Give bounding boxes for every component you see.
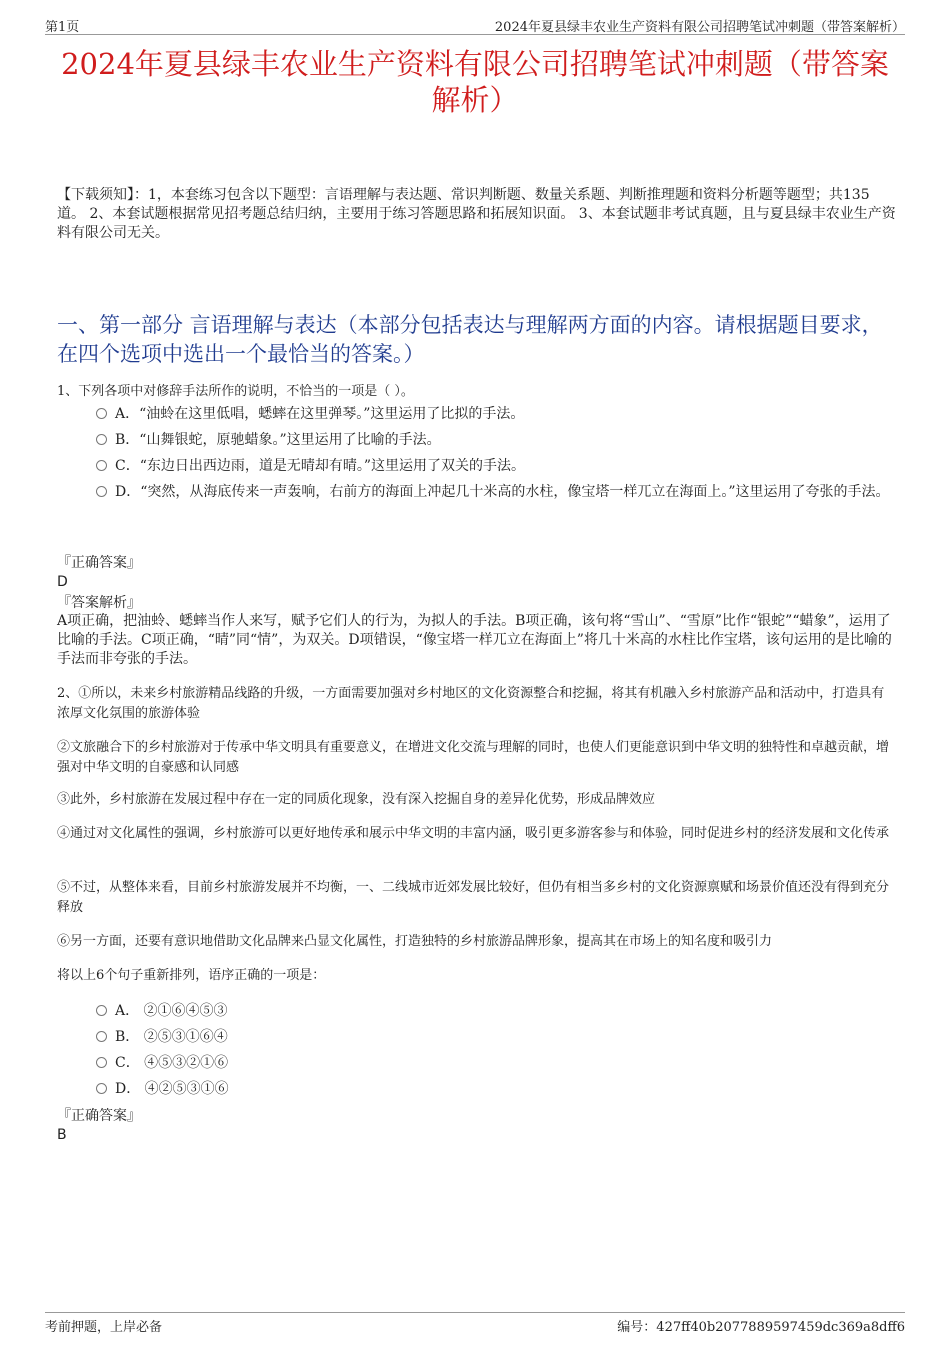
q1-analysis-label: 『答案解析』 (57, 595, 141, 611)
q2-sentence-4: ④通过对文化属性的强调，乡村旅游可以更好地传承和展示中华文明的丰富内涵，吸引更多游客参与和体验，同时促进乡村的经济发展和文化传承 (57, 826, 890, 841)
q2-sentence-6: ⑥另一方面，还要有意识地借助文化品牌来凸显文化属性，打造独特的乡村旅游品牌形象，提高其在市场上的知名度和吸引力 (57, 934, 773, 949)
page-number: 第1页 (45, 20, 80, 35)
radio-icon[interactable] (96, 1083, 107, 1094)
q1-option-a[interactable]: A．“油蛉在这里低唱，蟋蟀在这里弹琴。”这里运用了比拟的手法。 (96, 403, 901, 425)
q2-option-c[interactable]: C． ④⑤③②①⑥ (96, 1052, 901, 1074)
radio-icon[interactable] (96, 1057, 107, 1068)
radio-icon[interactable] (96, 1031, 107, 1042)
q1-option-d[interactable]: D．“突然，从海底传来一声轰响，右前方的海面上冲起几十米高的水柱，像宝塔一样兀立在海面上。”这里运用了夸张的手法。 (96, 481, 901, 503)
q1-answer: D (57, 574, 68, 590)
radio-icon[interactable] (96, 408, 107, 419)
q1-option-b[interactable]: B．“山舞银蛇，原驰蜡象。”这里运用了比喻的手法。 (96, 429, 901, 451)
radio-icon[interactable] (96, 434, 107, 445)
q2-stem: 将以上6个句子重新排列，语序正确的一项是： (57, 968, 326, 983)
q2-answer-label: 『正确答案』 (57, 1108, 141, 1124)
q2-sentence-2: ②文旅融合下的乡村旅游对于传承中华文明具有重要意义，在增进文化交流与理解的同时，也使人们更能意识到中华文明的独特性和卓越贡献，增强对中华文明的自豪感和认同感 (57, 740, 890, 775)
download-notice: 【下载须知】：1，本套练习包含以下题型：言语理解与表达题、常识判断题、数量关系题、判断推理题和资料分析题等题型；共135道。 2、本套试题根据常见招考题总结归纳，主要用于练习答题思路和拓展知识面。 3、本套试题非考试真题，且与夏县绿丰农业生产资料有限公司无关。 (57, 187, 896, 241)
footer-slogan: 考前押题，上岸必备 (45, 1320, 163, 1335)
q2-option-d[interactable]: D． ④②⑤③①⑥ (96, 1078, 901, 1100)
q1-stem: 1、下列各项中对修辞手法所作的说明，不恰当的一项是（ ）。 (57, 384, 414, 399)
q2-answer: B (57, 1127, 67, 1143)
q2-sentence-5: ⑤不过，从整体来看，目前乡村旅游发展并不均衡，一、二线城市近郊发展比较好，但仍有相当多乡村的文化资源禀赋和场景价值还没有得到充分释放 (57, 880, 890, 915)
q1-option-c[interactable]: C．“东边日出西边雨，道是无晴却有晴。”这里运用了双关的手法。 (96, 455, 901, 477)
radio-icon[interactable] (96, 486, 107, 497)
q2-sentence-1: 2、①所以，未来乡村旅游精品线路的升级，一方面需要加强对乡村地区的文化资源整合和挖掘，将其有机融入乡村旅游产品和活动中，打造具有浓厚文化氛围的旅游体验 (57, 686, 885, 721)
q2-option-b[interactable]: B． ②⑤③①⑥④ (96, 1026, 901, 1048)
q1-analysis: A项正确，把油蛉、蟋蟀当作人来写，赋予它们人的行为，为拟人的手法。B项正确，该句将“雪山”、“雪原”比作“银蛇”“蜡象”，运用了比喻的手法。C项正确，“晴”同“情”，为双关。D项错误，“像宝塔一样兀立在海面上”将几十米高的水柱比作宝塔，该句运用的是比喻的手法而非夸张的手法。 (57, 613, 892, 667)
q2-option-a[interactable]: A． ②①⑥④⑤③ (96, 1000, 901, 1022)
footer-serial: 编号：427ff40b2077889597459dc369a8dff6 (617, 1320, 905, 1335)
radio-icon[interactable] (96, 460, 107, 471)
radio-icon[interactable] (96, 1005, 107, 1016)
q2-sentence-3: ③此外，乡村旅游在发展过程中存在一定的同质化现象，没有深入挖掘自身的差异化优势，形成品牌效应 (57, 792, 656, 807)
q1-answer-label: 『正确答案』 (57, 555, 141, 571)
section-title: 一、第一部分 言语理解与表达（本部分包括表达与理解两方面的内容。请根据题目要求，在四个选项中选出一个最恰当的答案。） (57, 313, 883, 366)
header-doc-title: 2024年夏县绿丰农业生产资料有限公司招聘笔试冲刺题（带答案解析） (494, 20, 905, 35)
page-footer (45, 1312, 905, 1333)
page-title: 2024年夏县绿丰农业生产资料有限公司招聘笔试冲刺题（带答案解析） (61, 47, 889, 117)
page-header (45, 14, 905, 35)
